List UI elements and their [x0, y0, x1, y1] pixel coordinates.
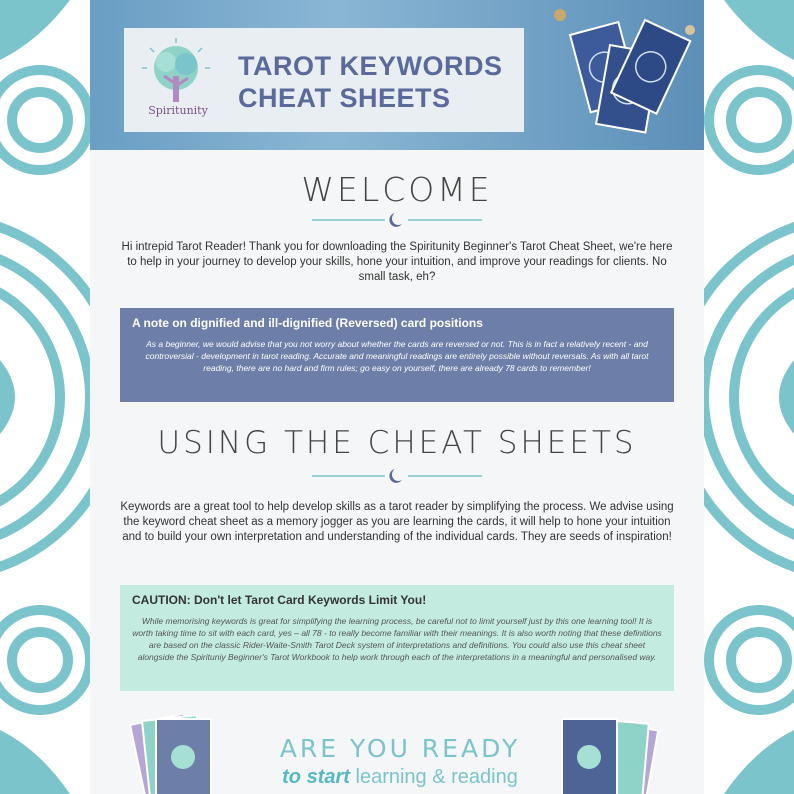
- start-rest: learning & reading: [355, 766, 518, 788]
- note-body: As a beginner, we would advise that you not worry about whether the cards are reversed or not. This is in fact a relatively recent - and controversial - development in tarot reading. Accurate and meaningful readings are entirely possible without reversals. As with all tarot reading, there are no hard and firm rules; go easy on yourself, there are already 78 cards to remember!: [145, 339, 649, 373]
- moon-divider-icon: [90, 466, 704, 486]
- using-heading: USING THE CHEAT SHEETS: [157, 425, 637, 461]
- start-line: [250, 766, 550, 789]
- title-line-2: CHEAT SHEETS: [238, 83, 451, 113]
- title-line-1: TAROT KEYWORDS: [238, 51, 503, 81]
- welcome-paragraph: Hi intrepid Tarot Reader! Thank you for downloading the Spiritunity Beginner's Tarot Cheat Sheet, we're here to help in your journey to develop your skills, hone your intuition, and improve your readings for clients. No small task, eh?: [121, 241, 673, 283]
- caution-heading: CAUTION: Don't let Tarot Card Keywords Limit You!: [132, 593, 427, 607]
- caution-box: [120, 585, 674, 691]
- tarot-deck-left-icon: [120, 715, 240, 794]
- start-emphasis: to start: [282, 766, 350, 788]
- left-mandala-decoration: [0, 0, 100, 794]
- reversed-cards-note-box: [120, 308, 674, 402]
- welcome-heading: WELCOME: [301, 170, 493, 209]
- header-banner: [90, 0, 704, 150]
- moon-divider-icon: [90, 210, 704, 230]
- caution-body: While memorising keywords is great for simplifying the learning process, be careful not to limit yourself just by this one learning tool! It is worth taking time to sit with each card, yes – all 78 - to really become familiar with their meanings. It is also worth noting that these definitions are based on the classic Rider-Waite-Smith Tarot Deck system of interpretations and definitions. You could also use this cheat sheet alongside the Spirituniy Beginner's Tarot Workbook to help work through each of the interpretations in a meaningful and personalised way.: [132, 616, 662, 662]
- title-card: [124, 28, 524, 132]
- using-paragraph: Keywords are a great tool to help develop skills as a tarot reader by simplifying the process. We advise using the keyword cheat sheet as a memory jogger as you are learning the cards, it will help to hone your intuition and to build your own interpretation and understanding of the individual cards. They are seeds of inspiration!: [120, 501, 674, 543]
- logo-wordmark: Spiritunity: [148, 104, 208, 117]
- right-mandala-decoration: [704, 0, 794, 794]
- mandala-left-icon: [0, 0, 100, 794]
- ready-heading: ARE YOU READY: [279, 734, 521, 763]
- mandala-right-icon: [704, 0, 794, 794]
- document-page: [90, 0, 704, 794]
- tarot-deck-right-icon: [554, 715, 674, 794]
- page-title: [238, 50, 503, 114]
- note-heading: A note on dignified and ill-dignified (Reversed) card positions: [132, 316, 483, 330]
